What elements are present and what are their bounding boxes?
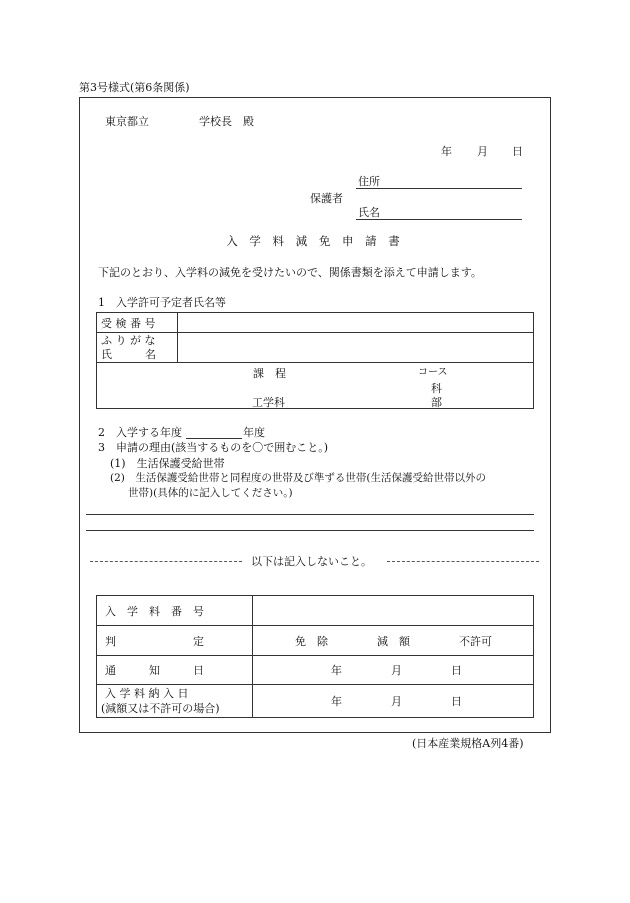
decision-denial[interactable]: 不許可 [459,635,492,648]
payment-month: 月 [391,695,402,708]
furigana-name-label-cell [97,333,178,363]
enrollment-year-line[interactable] [186,438,242,439]
exam-number-label: 受 検 番 号 [101,316,156,330]
exam-number-input[interactable] [178,313,534,333]
guardian-address-label: 住所 [358,175,380,188]
guardian-label: 保護者 [310,192,343,205]
decision-label: 判 定 [105,634,204,648]
reason-item-1[interactable]: (1) 生活保護受給世帯 [110,457,225,470]
office-use-notice: 以下は記入しないこと。 [251,555,372,568]
payment-date-note: (減額又は不許可の場合) [101,702,220,715]
guardian-address-line[interactable] [356,188,522,189]
notice-date-value[interactable] [253,656,534,685]
reason-item-2-line1[interactable]: (2) 生活保護受給世帯と同程度の世帯及び準ずる世帯(生活保護受給世帯以外の [110,472,486,484]
form-title: 入 学 料 減 免 申 請 書 [226,234,404,248]
department-label: 部 [431,396,442,409]
office-use-table [96,595,534,718]
exam-number-label-cell [97,313,178,333]
applicant-table [96,312,534,409]
course-label: 課 程 [253,367,286,380]
divider-left [90,561,242,562]
notice-day: 日 [451,664,462,677]
reason-line-1[interactable] [86,514,534,515]
payment-date-label-cell [97,685,253,718]
decision-reduction[interactable]: 減 額 [377,635,410,648]
intro-text: 下記のとおり、入学料の減免を受けたいので、関係書類を添えて申請します。 [98,266,482,279]
notice-date-label: 通 知 日 [105,664,204,677]
date-month: 月 [477,145,488,158]
date-day: 日 [512,145,523,158]
payment-date-label: 入 学 料 納 入 日 [105,687,189,700]
name-input[interactable] [178,333,534,363]
fee-number-label-cell [97,596,253,626]
section2-suffix: 年度 [243,426,265,439]
form-number: 第3号様式(第6条関係) [79,81,190,94]
fee-number-value[interactable] [253,596,534,626]
date-year: 年 [441,145,452,158]
course-cell[interactable] [97,363,534,409]
subject-label: 科 [431,382,442,395]
addressee-school: 東京都立 [105,115,149,128]
guardian-name-line[interactable] [356,219,522,220]
payment-year: 年 [331,695,342,708]
divider-right [387,561,539,562]
addressee-title: 学校長 殿 [199,115,254,128]
payment-day: 日 [451,695,462,708]
notice-date-label-cell [97,656,253,685]
guardian-name-label: 氏名 [358,206,380,219]
furigana-label: ふ り が な [101,334,156,347]
decision-options[interactable] [253,626,534,656]
paper-size-note: (日本産業規格A列4番) [412,737,524,750]
reason-item-2-line2: 世帯)(具体的に記入してください。) [128,487,293,499]
engineering-label: 工学科 [252,396,285,409]
section2-prefix: 2 入学する年度 [98,426,182,439]
fee-number-label: 入 学 料 番 号 [105,604,204,618]
reason-line-2[interactable] [86,530,534,531]
name-label: 氏 名 [101,348,156,361]
course-suffix: コース [418,367,448,378]
decision-exemption[interactable]: 免 除 [295,635,328,648]
payment-date-value[interactable] [253,685,534,718]
section3-heading: 3 申請の理由(該当するものを〇で囲むこと。) [98,441,329,454]
decision-label-cell [97,626,253,656]
notice-year: 年 [331,664,342,677]
section1-heading: 1 入学許可予定者氏名等 [98,296,226,309]
notice-month: 月 [391,664,402,677]
